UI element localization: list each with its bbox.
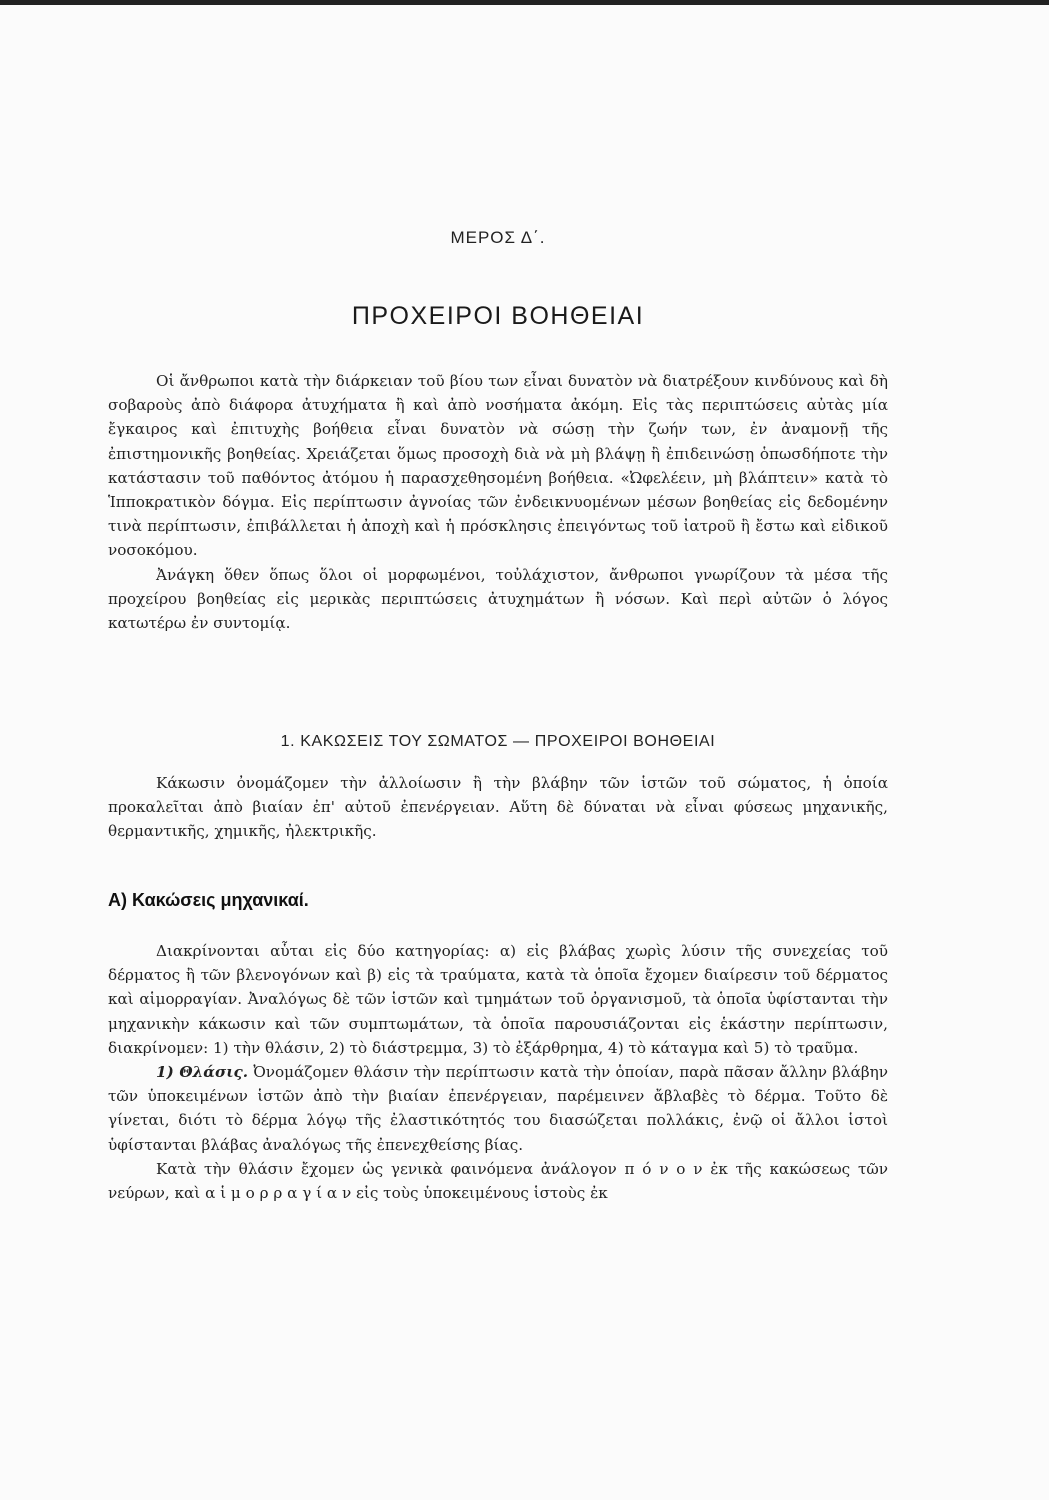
intro-paragraph-2: Ἀνάγκη ὅθεν ὅπως ὅλοι οἱ μορφωμένοι, τοὐλάχιστον, ἄνθρωποι γνωρίζουν τὰ μέσα τῆς προχείρου βοηθείας εἰς μερικὰς περιπτώσεις ἀτυχημάτων ἢ νόσων. Καὶ περὶ αὐτῶν ὁ λόγος κατωτέρω ἐν συντομίᾳ. [108, 565, 888, 633]
contusion-paragraph [108, 1060, 888, 1157]
contusion-text: Ὀνομάζομεν θλάσιν τὴν περίπτωσιν κατὰ τὴν ὁποίαν, παρὰ πᾶσαν ἄλλην βλάβην τῶν ὑποκειμένων ἱστῶν ἀπὸ τὴν βιαίαν ἐπενέργειαν, παρέμεινεν ἄβλαβὲς τὸ δέρμα. Τοῦτο δὲ γίνεται, διότι τὸ δέρμα λόγῳ τῆς ἐλαστικότητός του διασώζεται πολλάκις, ἐνῷ οἱ ἄλλοι ἱστοὶ ὑφίστανται βλάβας ἀναλόγως τῆς ἐπενεχθείσης βίας. [108, 1063, 888, 1154]
subsection-heading: Α) Κακώσεις μηχανικαί. [108, 890, 309, 910]
mechanical-paragraph: Διακρίνονται αὗται εἰς δύο κατηγορίας: α) εἰς βλάβας χωρὶς λύσιν τῆς συνεχείας τοῦ δέρματος ἢ τῶν βλενογόνων καὶ β) εἰς τὰ τραύματα, κατὰ τὰ ὁποῖα ἔχομεν διαίρεσιν τοῦ δέρματος καὶ αἱμορραγίαν. Ἀναλόγως δὲ τῶν ἱστῶν καὶ τμημάτων τοῦ ὀργανισμοῦ, τὰ ὁποῖα ὑφίστανται τὴν μηχανικὴν κάκωσιν καὶ τῶν συμπτωμάτων, τὰ ὁποῖα παρουσιάζονται εἰς ἑκάστην περίπτωσιν, διακρίνομεν: 1) τὴν θλάσιν, 2) τὸ διάστρεμμα, 3) τὸ ἐξάρθρημα, 4) τὸ κάταγμα καὶ 5) τὸ τραῦμα. [108, 942, 888, 1057]
part-heading: ΜΕΡΟΣ Δ΄. [450, 228, 546, 247]
top-edge-rule [0, 0, 1049, 5]
section-heading: 1. ΚΑΚΩΣΕΙΣ ΤΟΥ ΣΩΜΑΤΟΣ — ΠΡΟΧΕΙΡΟΙ ΒΟΗΘΕΙΑΙ [280, 733, 716, 750]
contusion-term: 1) Θλάσις. [156, 1063, 249, 1082]
page-title: ΠΡΟΧΕΙΡΟΙ ΒΟΗΘΕΙΑΙ [351, 302, 645, 330]
intro-text [108, 369, 888, 635]
definition-text [108, 771, 888, 844]
intro-paragraph-1: Οἱ ἄνθρωποι κατὰ τὴν διάρκειαν τοῦ βίου των εἶναι δυνατὸν νὰ διατρέξουν κινδύνους καὶ δὴ σοβαροὺς ἀπὸ διάφορα ἀτυχήματα ἢ καὶ ἀπὸ νοσήματα ἀκόμη. Εἰς τὰς περιπτώσεις αὐτὰς μία ἔγκαιρος καὶ ἐπιτυχὴς βοήθεια εἶναι δυνατὸν νὰ σώσῃ τὴν ζωήν των, ἐν ἀναμονῇ τῆς ἐπιστημονικῆς βοηθείας. Χρειάζεται ὅμως προσοχὴ διὰ νὰ μὴ βλάψῃ ἢ ἐπιδεινώσῃ ὁπωσδήποτε τὴν κατάστασιν τοῦ παθόντος ἀτόμου ἡ παρασχεθησομένη βοήθεια. «Ὠφελέειν, μὴ βλάπτειν» κατὰ τὸ Ἱπποκρατικὸν δόγμα. Εἰς περίπτωσιν ἀγνοίας τῶν ἐνδεικνυομένων μέσων βοηθείας εἰς δεδομένην τινὰ περίπτωσιν, ἐπιβάλλεται ἡ ἀποχὴ καὶ ἡ πρόσκλησις ἐπειγόντως τοῦ ἰατροῦ ἢ ἔστω καὶ εἰδικοῦ νοσοκόμου. [108, 372, 888, 560]
mechanical-text [108, 939, 888, 1205]
contusion-symptoms-paragraph: Κατὰ τὴν θλάσιν ἔχομεν ὡς γενικὰ φαινόμενα ἀνάλογον π ό ν ο ν ἐκ τῆς κακώσεως τῶν νεύρων, καὶ α ἱ μ ο ρ ρ α γ ί α ν εἰς τοὺς ὑποκειμένους ἱστοὺς ἐκ [108, 1159, 888, 1203]
definition-paragraph: Κάκωσιν ὀνομάζομεν τὴν ἀλλοίωσιν ἢ τὴν βλάβην τῶν ἱστῶν τοῦ σώματος, ἡ ὁποία προκαλεῖται ἀπὸ βιαίαν ἐπ' αὐτοῦ ἐπενέργειαν. Αὕτη δὲ δύναται νὰ εἶναι φύσεως μηχανικῆς, θερμαντικῆς, χημικῆς, ἠλεκτρικῆς. [108, 774, 888, 841]
